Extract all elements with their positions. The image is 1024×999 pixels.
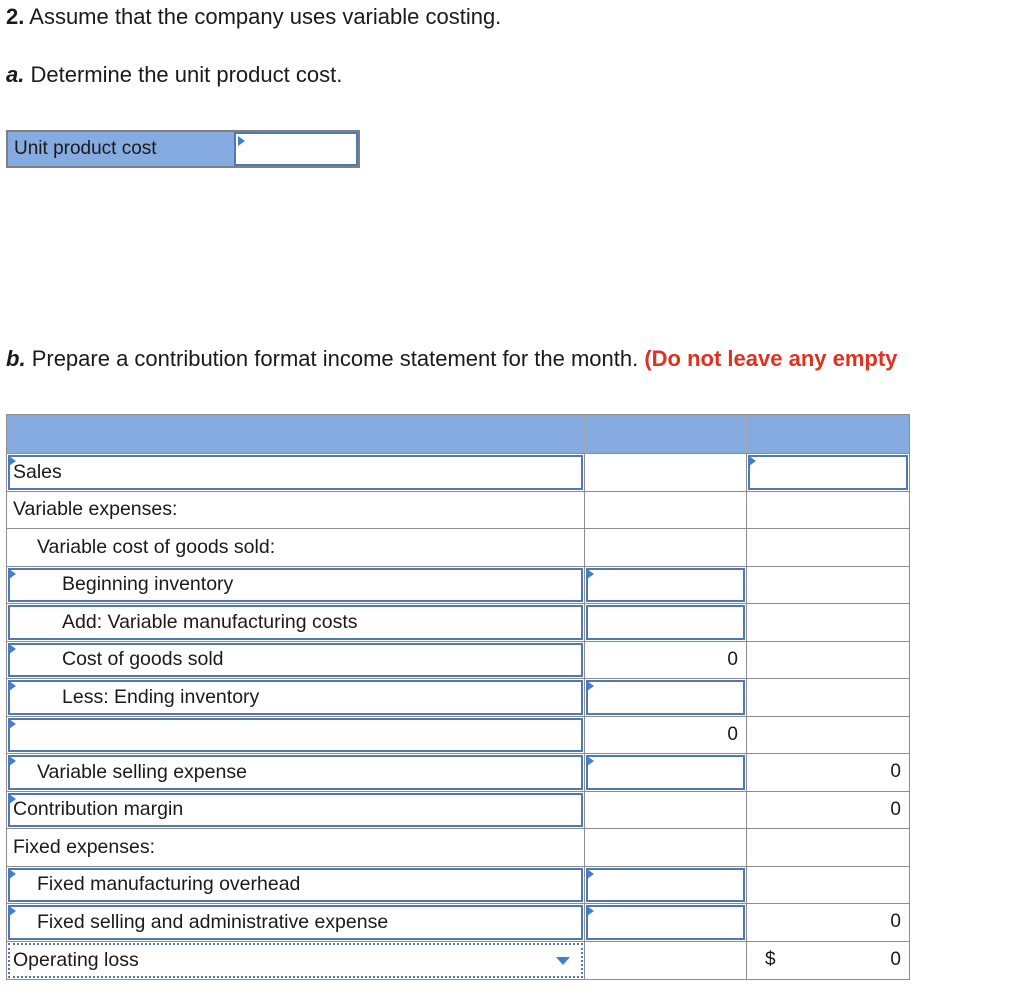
- beginning-inventory-label[interactable]: Beginning inventory: [7, 567, 585, 604]
- variable-expenses-col2: [585, 492, 747, 529]
- fixed-expenses-col2: [585, 829, 747, 866]
- variable-cogs-subtotal-col3: [747, 717, 909, 754]
- contribution-margin-label[interactable]: Contribution margin: [7, 792, 585, 829]
- fixed-manufacturing-overhead-input[interactable]: [585, 867, 747, 904]
- variable-selling-expense-label[interactable]: Variable selling expense: [7, 754, 585, 791]
- part-a-heading: [6, 62, 342, 88]
- unit-product-cost-input[interactable]: [236, 132, 358, 166]
- part-b-heading: [6, 346, 897, 372]
- question-number: 2.: [6, 4, 25, 29]
- operating-loss-cell: [747, 942, 909, 980]
- ending-inventory-input[interactable]: [585, 679, 747, 716]
- row-contribution-margin: [7, 792, 909, 830]
- question-title-text: Assume that the company uses variable costing.: [29, 4, 502, 29]
- operating-loss-col2: [585, 942, 747, 980]
- header-cell-label: [7, 415, 585, 453]
- variable-cogs-subtotal-value: 0: [585, 717, 747, 754]
- variable-cogs-label: Variable cost of goods sold:: [7, 529, 585, 566]
- row-sales: [7, 454, 909, 492]
- dropdown-arrow-icon[interactable]: [556, 957, 570, 965]
- variable-expenses-label: Variable expenses:: [7, 492, 585, 529]
- row-variable-cogs-subtotal: [7, 717, 909, 755]
- variable-cogs-col3: [747, 529, 909, 566]
- unit-product-cost-label: Unit product cost: [8, 132, 236, 166]
- fixed-selling-admin-expense-total: 0: [890, 911, 901, 933]
- row-ending-inventory: [7, 679, 909, 717]
- row-cost-of-goods-sold: [7, 642, 909, 680]
- variable-cogs-subtotal-label-input[interactable]: [7, 717, 585, 754]
- part-b-note: (Do not leave any empty: [644, 346, 898, 371]
- variable-manufacturing-costs-input[interactable]: [585, 604, 747, 641]
- unit-product-cost-table: [6, 130, 360, 168]
- beginning-inventory-input[interactable]: [585, 567, 747, 604]
- sales-label[interactable]: Sales: [7, 454, 585, 491]
- row-variable-cogs-heading: [7, 529, 909, 567]
- part-a-label: a.: [6, 62, 25, 87]
- row-fixed-expenses: [7, 829, 909, 867]
- income-statement-table: [6, 414, 910, 980]
- header-cell-col3: [747, 415, 909, 453]
- fixed-expenses-label: Fixed expenses:: [7, 829, 585, 866]
- variable-expenses-col3: [747, 492, 909, 529]
- cost-of-goods-sold-col3: [747, 642, 909, 679]
- fixed-manufacturing-overhead-label[interactable]: Fixed manufacturing overhead: [7, 867, 585, 904]
- row-variable-selling-expense: [7, 754, 909, 792]
- variable-selling-expense-total: 0: [890, 761, 901, 783]
- part-b-label: b.: [6, 346, 26, 371]
- fixed-selling-admin-expense-input[interactable]: [585, 904, 747, 941]
- fixed-expenses-col3: [747, 829, 909, 866]
- variable-manufacturing-costs-col3: [747, 604, 909, 641]
- operating-loss-label: Operating loss: [13, 948, 139, 971]
- cost-of-goods-sold-label[interactable]: Cost of goods sold: [7, 642, 585, 679]
- part-b-text: Prepare a contribution format income statement for the month.: [31, 346, 639, 371]
- fixed-selling-admin-expense-label[interactable]: Fixed selling and administrative expense: [7, 904, 585, 941]
- sales-amount-input[interactable]: [747, 454, 909, 491]
- contribution-margin-col2: [585, 792, 747, 829]
- contribution-margin-value: 0: [890, 798, 901, 820]
- beginning-inventory-col3: [747, 567, 909, 604]
- row-beginning-inventory: [7, 567, 909, 605]
- operating-loss-dropdown[interactable]: [7, 942, 585, 980]
- question-title: [6, 4, 501, 30]
- fixed-manufacturing-overhead-col3: [747, 867, 909, 904]
- operating-loss-value: 0: [890, 949, 901, 971]
- ending-inventory-label[interactable]: Less: Ending inventory: [7, 679, 585, 716]
- cost-of-goods-sold-value: 0: [585, 642, 747, 679]
- row-operating-loss: [7, 942, 909, 980]
- row-fixed-manufacturing-overhead: [7, 867, 909, 905]
- variable-cogs-col2: [585, 529, 747, 566]
- header-cell-col2: [585, 415, 747, 453]
- ending-inventory-col3: [747, 679, 909, 716]
- table-header-row: [7, 415, 909, 454]
- row-fixed-selling-admin-expense: [7, 904, 909, 942]
- sales-col2: [585, 454, 747, 491]
- operating-loss-currency: $: [765, 949, 776, 971]
- row-variable-manufacturing-costs: [7, 604, 909, 642]
- variable-selling-expense-input[interactable]: [585, 754, 747, 791]
- part-a-text: Determine the unit product cost.: [30, 62, 343, 87]
- variable-manufacturing-costs-label[interactable]: Add: Variable manufacturing costs: [7, 604, 585, 641]
- row-variable-expenses: [7, 492, 909, 530]
